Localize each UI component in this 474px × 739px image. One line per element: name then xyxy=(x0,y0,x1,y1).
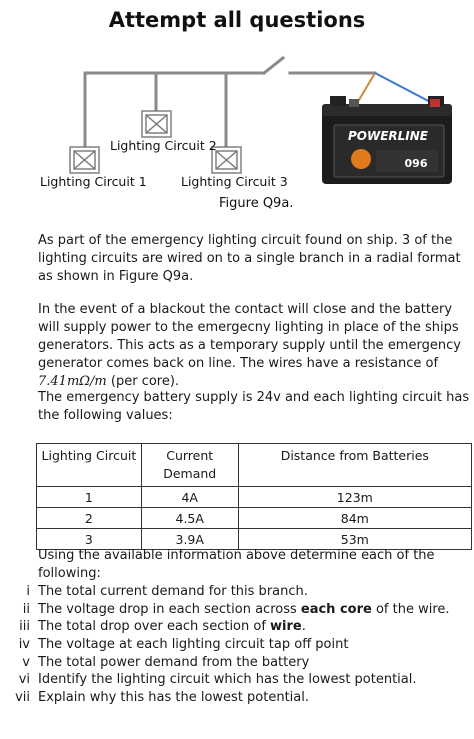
paragraph-blackout-end: (per core). xyxy=(106,374,180,389)
battery-lead-positive xyxy=(375,73,436,105)
question-item xyxy=(0,636,474,654)
paragraph-blackout xyxy=(38,301,470,391)
label-lighting-circuit-2: Lighting Circuit 2 xyxy=(110,138,217,153)
question-text xyxy=(38,671,417,689)
header-current-line2: Demand xyxy=(163,466,217,481)
question-item xyxy=(0,618,474,636)
table-row xyxy=(37,508,472,529)
question-item xyxy=(0,654,474,672)
values-table xyxy=(36,443,472,550)
question-number: iii xyxy=(19,619,30,635)
question-text-post: . xyxy=(301,619,306,635)
question-number: i xyxy=(26,584,30,599)
question-text-bold: each core xyxy=(300,601,372,617)
paragraph-intro: As part of the emergency lighting circuit found on ship. 3 of the lighting circuits are wired on to a single branch in a radial format as shown in Figure Q9a. xyxy=(38,233,461,284)
cell-circuit: 1 xyxy=(37,487,142,508)
question-text-pre: Identify the lighting circuit which has the lowest potential. xyxy=(38,672,417,688)
question-text-pre: The voltage drop in each section across xyxy=(38,601,301,617)
question-item xyxy=(0,601,474,619)
question-number: iv xyxy=(18,637,30,653)
lamp-icon-circuit-1 xyxy=(70,147,99,173)
cell-circuit: 2 xyxy=(37,508,142,529)
cell-current: 4.5A xyxy=(141,508,238,529)
label-lighting-circuit-3: Lighting Circuit 3 xyxy=(181,174,288,189)
question-item xyxy=(0,689,474,707)
cell-distance: 84m xyxy=(238,508,471,529)
question-text-pre: The total drop over each section of xyxy=(38,619,271,635)
question-text-post: of the wire. xyxy=(371,601,450,617)
question-text xyxy=(38,689,309,707)
question-text-bold: wire xyxy=(270,619,302,635)
page-title: Attempt all questions xyxy=(108,8,366,32)
question-item xyxy=(0,583,474,601)
header-distance: Distance from Batteries xyxy=(238,444,471,487)
header-current-demand xyxy=(141,444,238,487)
question-text xyxy=(38,583,308,601)
figure-caption: Figure Q9a. xyxy=(219,196,294,211)
battery-brand: POWERLINE xyxy=(347,129,429,143)
header-lighting-circuit: Lighting Circuit xyxy=(37,444,142,487)
table-header-row xyxy=(37,444,472,487)
resistance-value: 7.41mΩ/m xyxy=(38,374,107,389)
question-list xyxy=(0,583,474,707)
paragraph-blackout-text: In the event of a blackout the contact will close and the battery will supply power to the emergecny lighting in place of the ships generators. This acts as a temporary supply until the emergency generator comes back on line. The wires have a resistance of xyxy=(38,302,461,371)
question-number: vi xyxy=(18,672,30,688)
question-text-pre: The total current demand for this branch. xyxy=(38,584,308,599)
question-text-pre: The total power demand from the battery xyxy=(38,654,310,670)
table-row xyxy=(37,487,472,508)
header-current-line1: Current xyxy=(166,448,214,463)
question-text xyxy=(38,654,309,672)
question-text-pre: Explain why this has the lowest potential. xyxy=(38,690,310,706)
question-text xyxy=(38,618,306,636)
question-number: vii xyxy=(15,690,30,706)
question-text xyxy=(38,601,450,619)
cell-distance: 123m xyxy=(238,487,471,508)
paragraph-instructions: Using the available information above determine each of the following: xyxy=(38,548,435,581)
battery-model: 096 xyxy=(404,157,428,170)
paragraph-supply: The emergency battery supply is 24v and each lighting circuit has the following values: xyxy=(38,390,470,423)
question-number: ii xyxy=(22,601,30,617)
cell-current: 4A xyxy=(141,487,238,508)
cell-circuit: 3 xyxy=(37,529,142,550)
question-text-pre: The voltage at each lighting circuit tap off point xyxy=(38,637,349,653)
label-lighting-circuit-1: Lighting Circuit 1 xyxy=(40,174,147,189)
question-text xyxy=(38,636,348,654)
question-number: v xyxy=(22,654,30,670)
cell-distance: 53m xyxy=(238,529,471,550)
question-item xyxy=(0,671,474,689)
lamp-icon-circuit-2 xyxy=(142,111,171,137)
cell-current: 3.9A xyxy=(141,529,238,550)
